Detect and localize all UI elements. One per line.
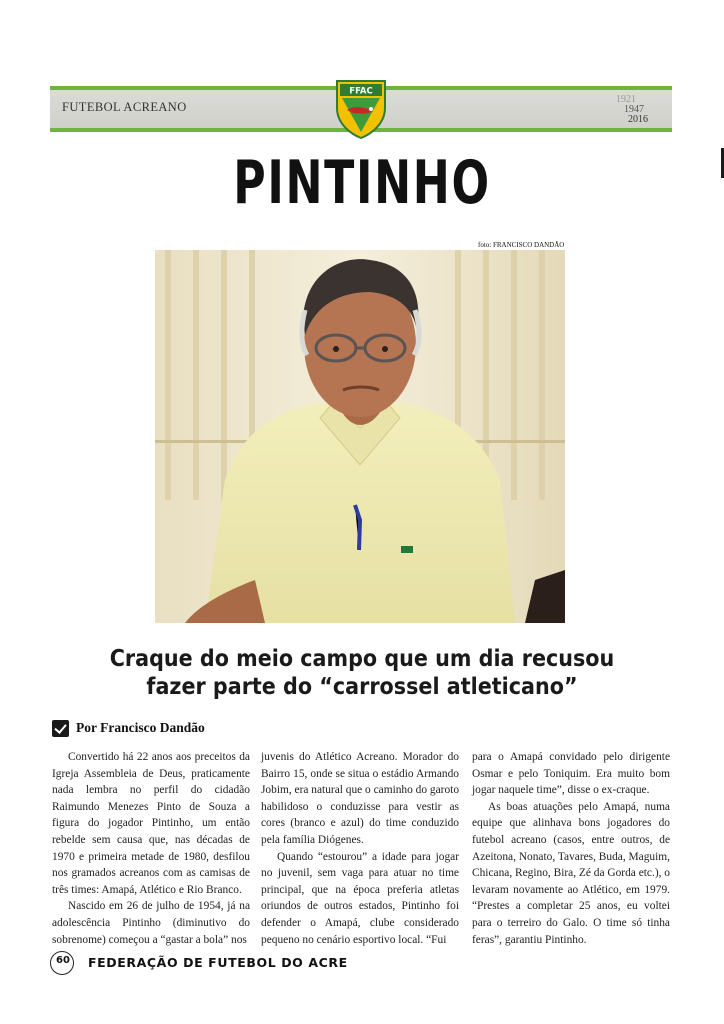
text-column-1 [52,749,250,948]
portrait-photo [155,250,565,623]
subtitle-line-2: fazer parte do “carrossel atleticano” [146,674,578,700]
paragraph: Nascido em 26 de julho de 1954, já na adolescência Pintinho (diminutivo do sobrenome) começou a “gastar a bola” nos [52,900,250,946]
page-number-badge [48,950,76,974]
ffac-crest-logo [333,78,389,140]
article-subtitle [72,645,652,701]
subtitle-line-1: Craque do meio campo que um dia recusou [109,646,615,672]
article-title: PINTINHO [233,148,491,218]
paragraph: Convertido há 22 anos aos preceitos da Igreja Assembleia de Deus, praticamente nada lembra no perfil do cidadão Raimundo Menezes Pinto de Souza a figura do jogador Pintinho, um então rebelde sem causa que, nas décadas de 1970 e primeira metade de 1980, desfilou nos gramados acreanos com as camisas de três times: Amapá, Atlético e Rio Branco. [52,751,250,896]
crest-text: FFAC [349,86,373,97]
author-name: Por Francisco Dandão [76,720,205,735]
paragraph: Quando “estourou” a idade para jogar no juvenil, sem vaga para atuar no time principal, que na época preferia atletas oriundos de outros estados, Pintinho foi defender o Amapá, clube considerado pequeno no cenário esportivo local. “Fui [261,850,459,946]
year-current: 2016 [628,114,648,125]
paragraph: juvenis do Atlético Acreano. Morador do Bairro 15, onde se situa o estádio Armando Jobim, era natural que o caminho do garoto habilidoso o conduzisse para vestir as cores (branco e azul) do time conduzido pela família Diógenes. [261,751,460,846]
text-column-3 [472,749,670,948]
check-icon [52,720,69,737]
page-number: 60 [56,955,70,966]
anniversary-years [604,92,664,126]
paragraph: As boas atuações pelo Amapá, numa equipe que alinhava bons jogadores do futebol acreano (casos, entre outros, de Azeitona, Nonato, Tavares, Buda, Maguim, Chicana, Regino, Bira, Zé da Gorda etc.), o levaram novamente ao Atlético, em 1979. “Prestes a completar 25 anos, eu voltei para o terreiro do Galo. O time só tinha feras”, garantiu Pintinho. [472,800,671,946]
text-column-2 [261,749,459,948]
year-founded: 1921 [616,94,636,105]
paragraph: para o Amapá convidado pelo dirigente Osmar e pelo Toniquim. Era muito bom jogar naquele time”, disse o ex-craque. [472,751,670,797]
photo-credit: foto: FRANCISCO DANDÃO [478,241,565,249]
publisher-name: FEDERAÇÃO DE FUTEBOL DO ACRE [88,955,348,970]
section-label: FUTEBOL ACREANO [62,100,187,114]
year-professional: 1947 [624,104,644,115]
